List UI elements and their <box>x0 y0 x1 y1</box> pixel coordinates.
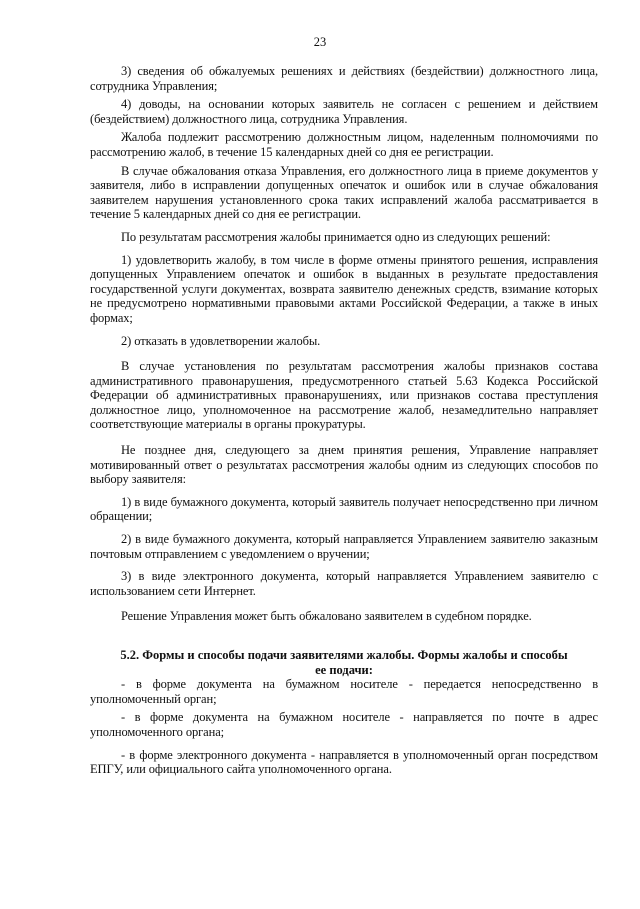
paragraph-review-period: Жалоба подлежит рассмотрению должностным лицом, наделенным полномочиями по рассмотрению жалоб, в течение 15 календарных дней со дня ее регистрации. <box>90 130 598 159</box>
paragraph-refusal-review: В случае обжалования отказа Управления, его должностного лица в приеме документов у заявителя, либо в исправлении допущенных опечаток и ошибок или в случае обжалования заявителем нарушения установленного срока таких исправлений жалоба рассматривается в течение 5 календарных дней со дня ее регистрации. <box>90 163 598 222</box>
document-body <box>90 64 598 781</box>
paragraph-violation-signs: В случае установления по результатам рассмотрения жалобы признаков состава административного правонарушения, предусмотренного статьей 5.63 Кодекса Российской Федерации об административных правонарушениях, или признаков состава преступления должностное лицо, уполномоченное на рассмотрение жалоб, незамедлительно направляет соответствующие материалы в органы прокуратуры. <box>90 359 598 432</box>
section-heading-line-2: ее подачи: <box>315 662 373 677</box>
page-number: 23 <box>313 35 327 49</box>
list-item-electronic: - в форме электронного документа - направляется в уполномоченный орган посредством ЕПГУ, или официального сайта уполномоченного органа. <box>90 747 598 777</box>
paragraph-decisions-intro: По результатам рассмотрения жалобы принимается одно из следующих решений: <box>121 229 551 244</box>
paragraph-response-paper-mail: 2) в виде бумажного документа, который направляется Управлением заявителю заказным почтовым отправлением с уведомлением о вручении; <box>90 532 598 561</box>
list-item-paper-direct: - в форме документа на бумажном носителе - передается непосредственно в уполномоченный орган; <box>90 677 598 706</box>
section-heading <box>90 648 598 677</box>
paragraph-item-3: 3) сведения об обжалуемых решениях и действиях (бездействии) должностного лица, сотрудника Управления; <box>90 64 598 93</box>
paragraph-decision-satisfy: 1) удовлетворить жалобу, в том числе в форме отмены принятого решения, исправления допущенных Управлением опечаток и ошибок в выданных в результате предоставления государственной услуги документах, возврата заявителю денежных средств, взимание которых не предусмотрено нормативными правовыми актами Российской Федерации, а также в иных формах; <box>90 252 598 325</box>
list-item-paper-mail: - в форме документа на бумажном носителе - направляется по почте в адрес уполномоченного органа; <box>90 710 598 739</box>
paragraph-decision-refuse: 2) отказать в удовлетворении жалобы. <box>121 333 321 348</box>
section-heading-line-1: 5.2. Формы и способы подачи заявителями жалобы. Формы жалобы и способы <box>120 648 568 662</box>
paragraph-response-methods: Не позднее дня, следующего за днем принятия решения, Управление направляет мотивированный ответ о результатах рассмотрения жалобы одним из следующих способов по выбору заявителя: <box>90 443 598 487</box>
paragraph-court-appeal: Решение Управления может быть обжаловано заявителем в судебном порядке. <box>121 609 532 624</box>
paragraph-response-paper-personal: 1) в виде бумажного документа, который заявитель получает непосредственно при личном обращении; <box>90 494 598 524</box>
paragraph-response-electronic: 3) в виде электронного документа, который направляется Управлением заявителю с использованием сети Интернет. <box>90 569 598 598</box>
paragraph-item-4: 4) доводы, на основании которых заявитель не согласен с решением и действием (бездействием) должностного лица, сотрудника Управления. <box>90 97 598 126</box>
